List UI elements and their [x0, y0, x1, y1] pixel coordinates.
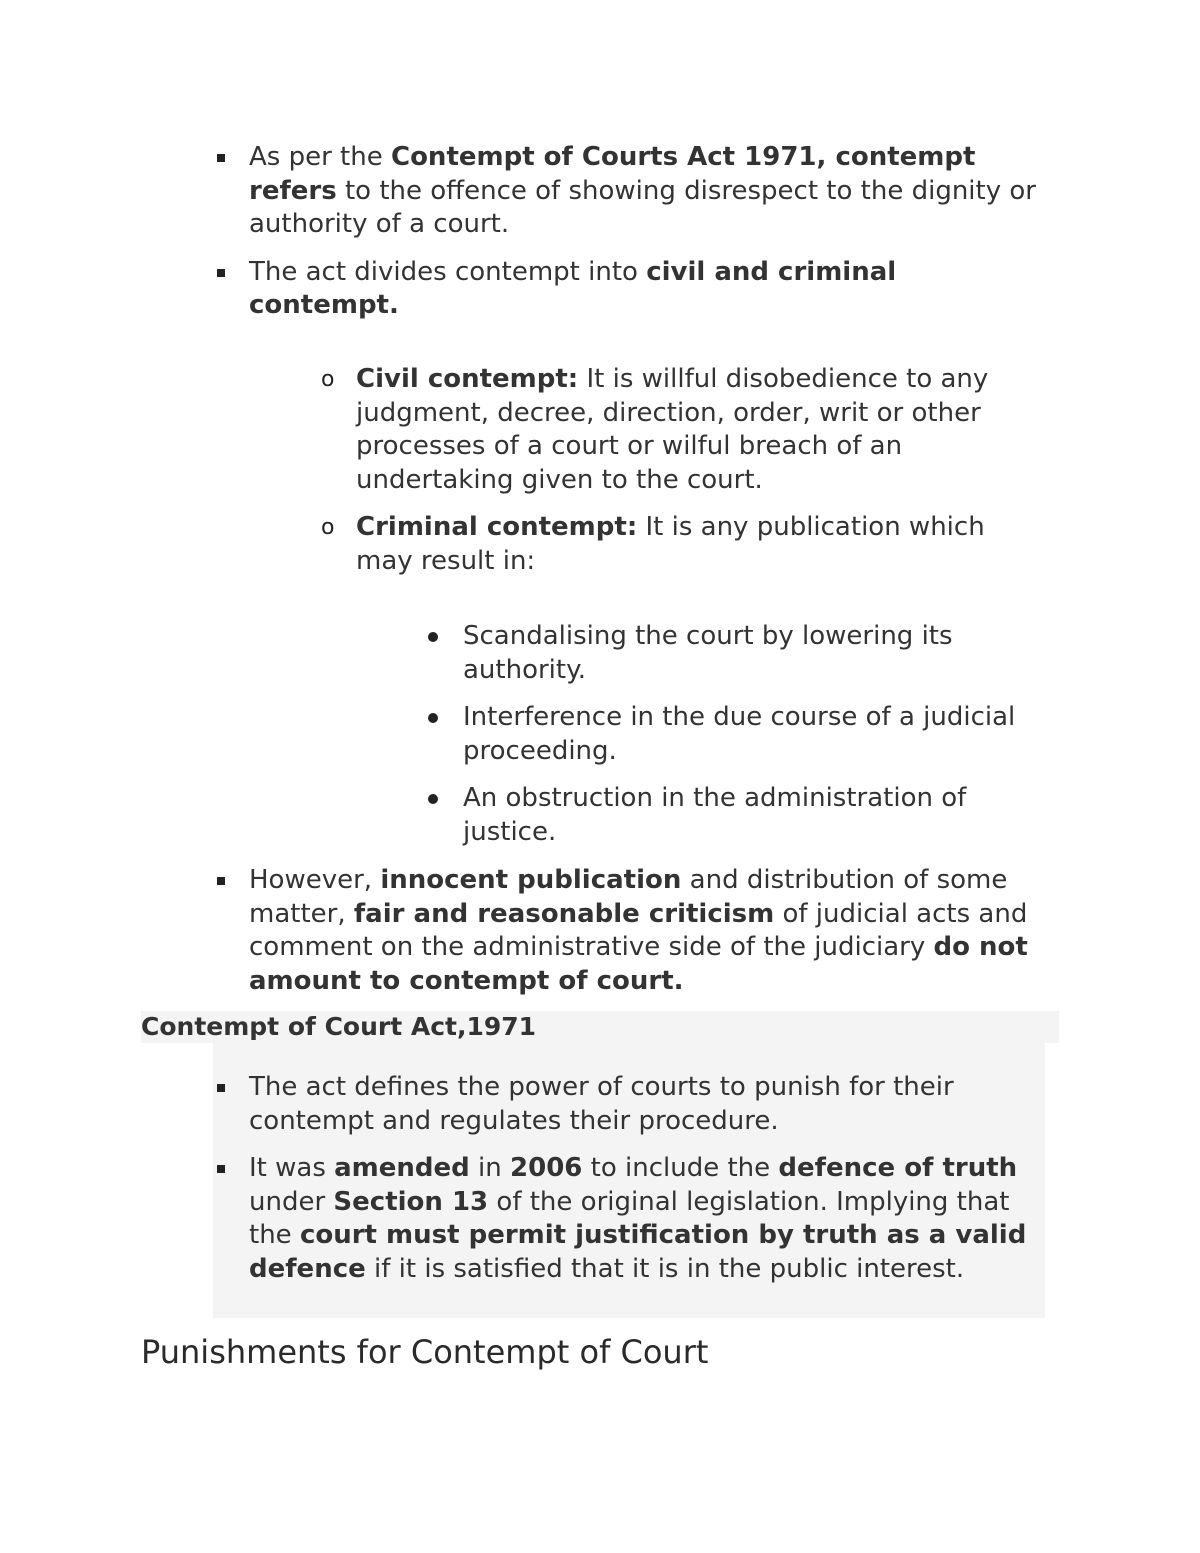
bold-run: do not amount to contempt of court.: [249, 932, 1028, 996]
contempt-types-list: [321, 363, 1026, 592]
text-run: if it is satisfied that it is in the public interest.: [365, 1253, 965, 1284]
square-bullet-icon: [217, 1165, 225, 1173]
filled-dot-bullet-icon: [428, 794, 438, 804]
criminal-item-text: An obstruction in the administration of justice.: [463, 783, 967, 847]
text-run: and distribution of some matter,: [249, 865, 1008, 929]
list-item: [321, 363, 1026, 497]
square-bullet-icon: [217, 269, 225, 277]
bold-run: 2006: [510, 1153, 583, 1183]
act-details-list: [249, 1071, 1049, 1300]
bold-run: amended: [334, 1153, 470, 1183]
criminal-contempt-text: [356, 511, 1026, 578]
square-bullet-icon: [217, 877, 225, 885]
bold-run: Contempt of Courts Act 1971, contempt refers: [249, 142, 976, 206]
contempt-definition-text: [249, 141, 1049, 242]
section-heading: Contempt of Court Act,1971: [141, 1012, 537, 1041]
exceptions-list: [249, 864, 1049, 998]
contempt-types-text: [249, 256, 1049, 323]
text-run: of judicial acts and comment on the administrative side of the judiciary: [249, 898, 1028, 962]
civil-contempt-text: [356, 363, 1026, 497]
text-run: As per the: [249, 142, 391, 172]
bold-run: civil and criminal contempt.: [249, 256, 897, 320]
list-item: [463, 782, 1023, 849]
act-amendment-text: [249, 1152, 1049, 1286]
text-run: The act divides contempt into: [249, 256, 647, 287]
list-item: [249, 1152, 1049, 1286]
text-run: to include the: [582, 1153, 779, 1183]
act-definition-text: The act defines the power of courts to punish for their contempt and regulates their procedure.: [249, 1072, 954, 1136]
contempt-definition-list: [249, 141, 1049, 337]
bold-run: Section 13: [333, 1186, 489, 1217]
list-item: [249, 141, 1049, 242]
square-bullet-icon: [217, 1084, 225, 1092]
bold-run: innocent publication: [380, 865, 682, 895]
list-item: [463, 620, 1023, 687]
bold-run: Civil contempt:: [356, 364, 579, 394]
list-item: [249, 256, 1049, 323]
filled-dot-bullet-icon: [428, 632, 438, 642]
text-run: to the offence of showing disrespect to the dignity or authority of a court.: [249, 175, 1036, 239]
bold-run: defence of truth: [778, 1153, 1018, 1183]
text-run: in: [469, 1153, 511, 1183]
exceptions-text: [249, 864, 1049, 998]
bold-run: court must permit justification by truth as a valid defence: [249, 1220, 1027, 1284]
list-item: [249, 1071, 1049, 1138]
circle-o-bullet-icon: o: [321, 367, 335, 392]
text-run: It was: [249, 1153, 335, 1183]
square-bullet-icon: [217, 154, 225, 162]
punishments-heading: Punishments for Contempt of Court: [141, 1333, 709, 1371]
list-item: [321, 511, 1026, 578]
bold-run: Criminal contempt:: [356, 512, 638, 542]
circle-o-bullet-icon: o: [321, 515, 335, 540]
criminal-item-text: Scandalising the court by lowering its authority.: [463, 621, 953, 685]
filled-dot-bullet-icon: [428, 713, 438, 723]
text-run: However,: [249, 865, 381, 895]
bold-run: fair and reasonable criticism: [353, 898, 775, 929]
text-run: of the original legislation. Implying that the: [249, 1186, 1010, 1250]
list-item: [463, 701, 1023, 768]
text-run: It is willful disobedience to any judgment, decree, direction, order, writ or other processes of a court or wilful breach of an undertaking given to the court.: [356, 364, 989, 495]
criminal-contempt-list: [463, 620, 1023, 863]
criminal-item-text: Interference in the due course of a judicial proceeding.: [463, 702, 1016, 766]
list-item: [249, 864, 1049, 998]
text-run: under: [249, 1186, 334, 1217]
text-run: It is any publication which may result in:: [356, 512, 985, 576]
